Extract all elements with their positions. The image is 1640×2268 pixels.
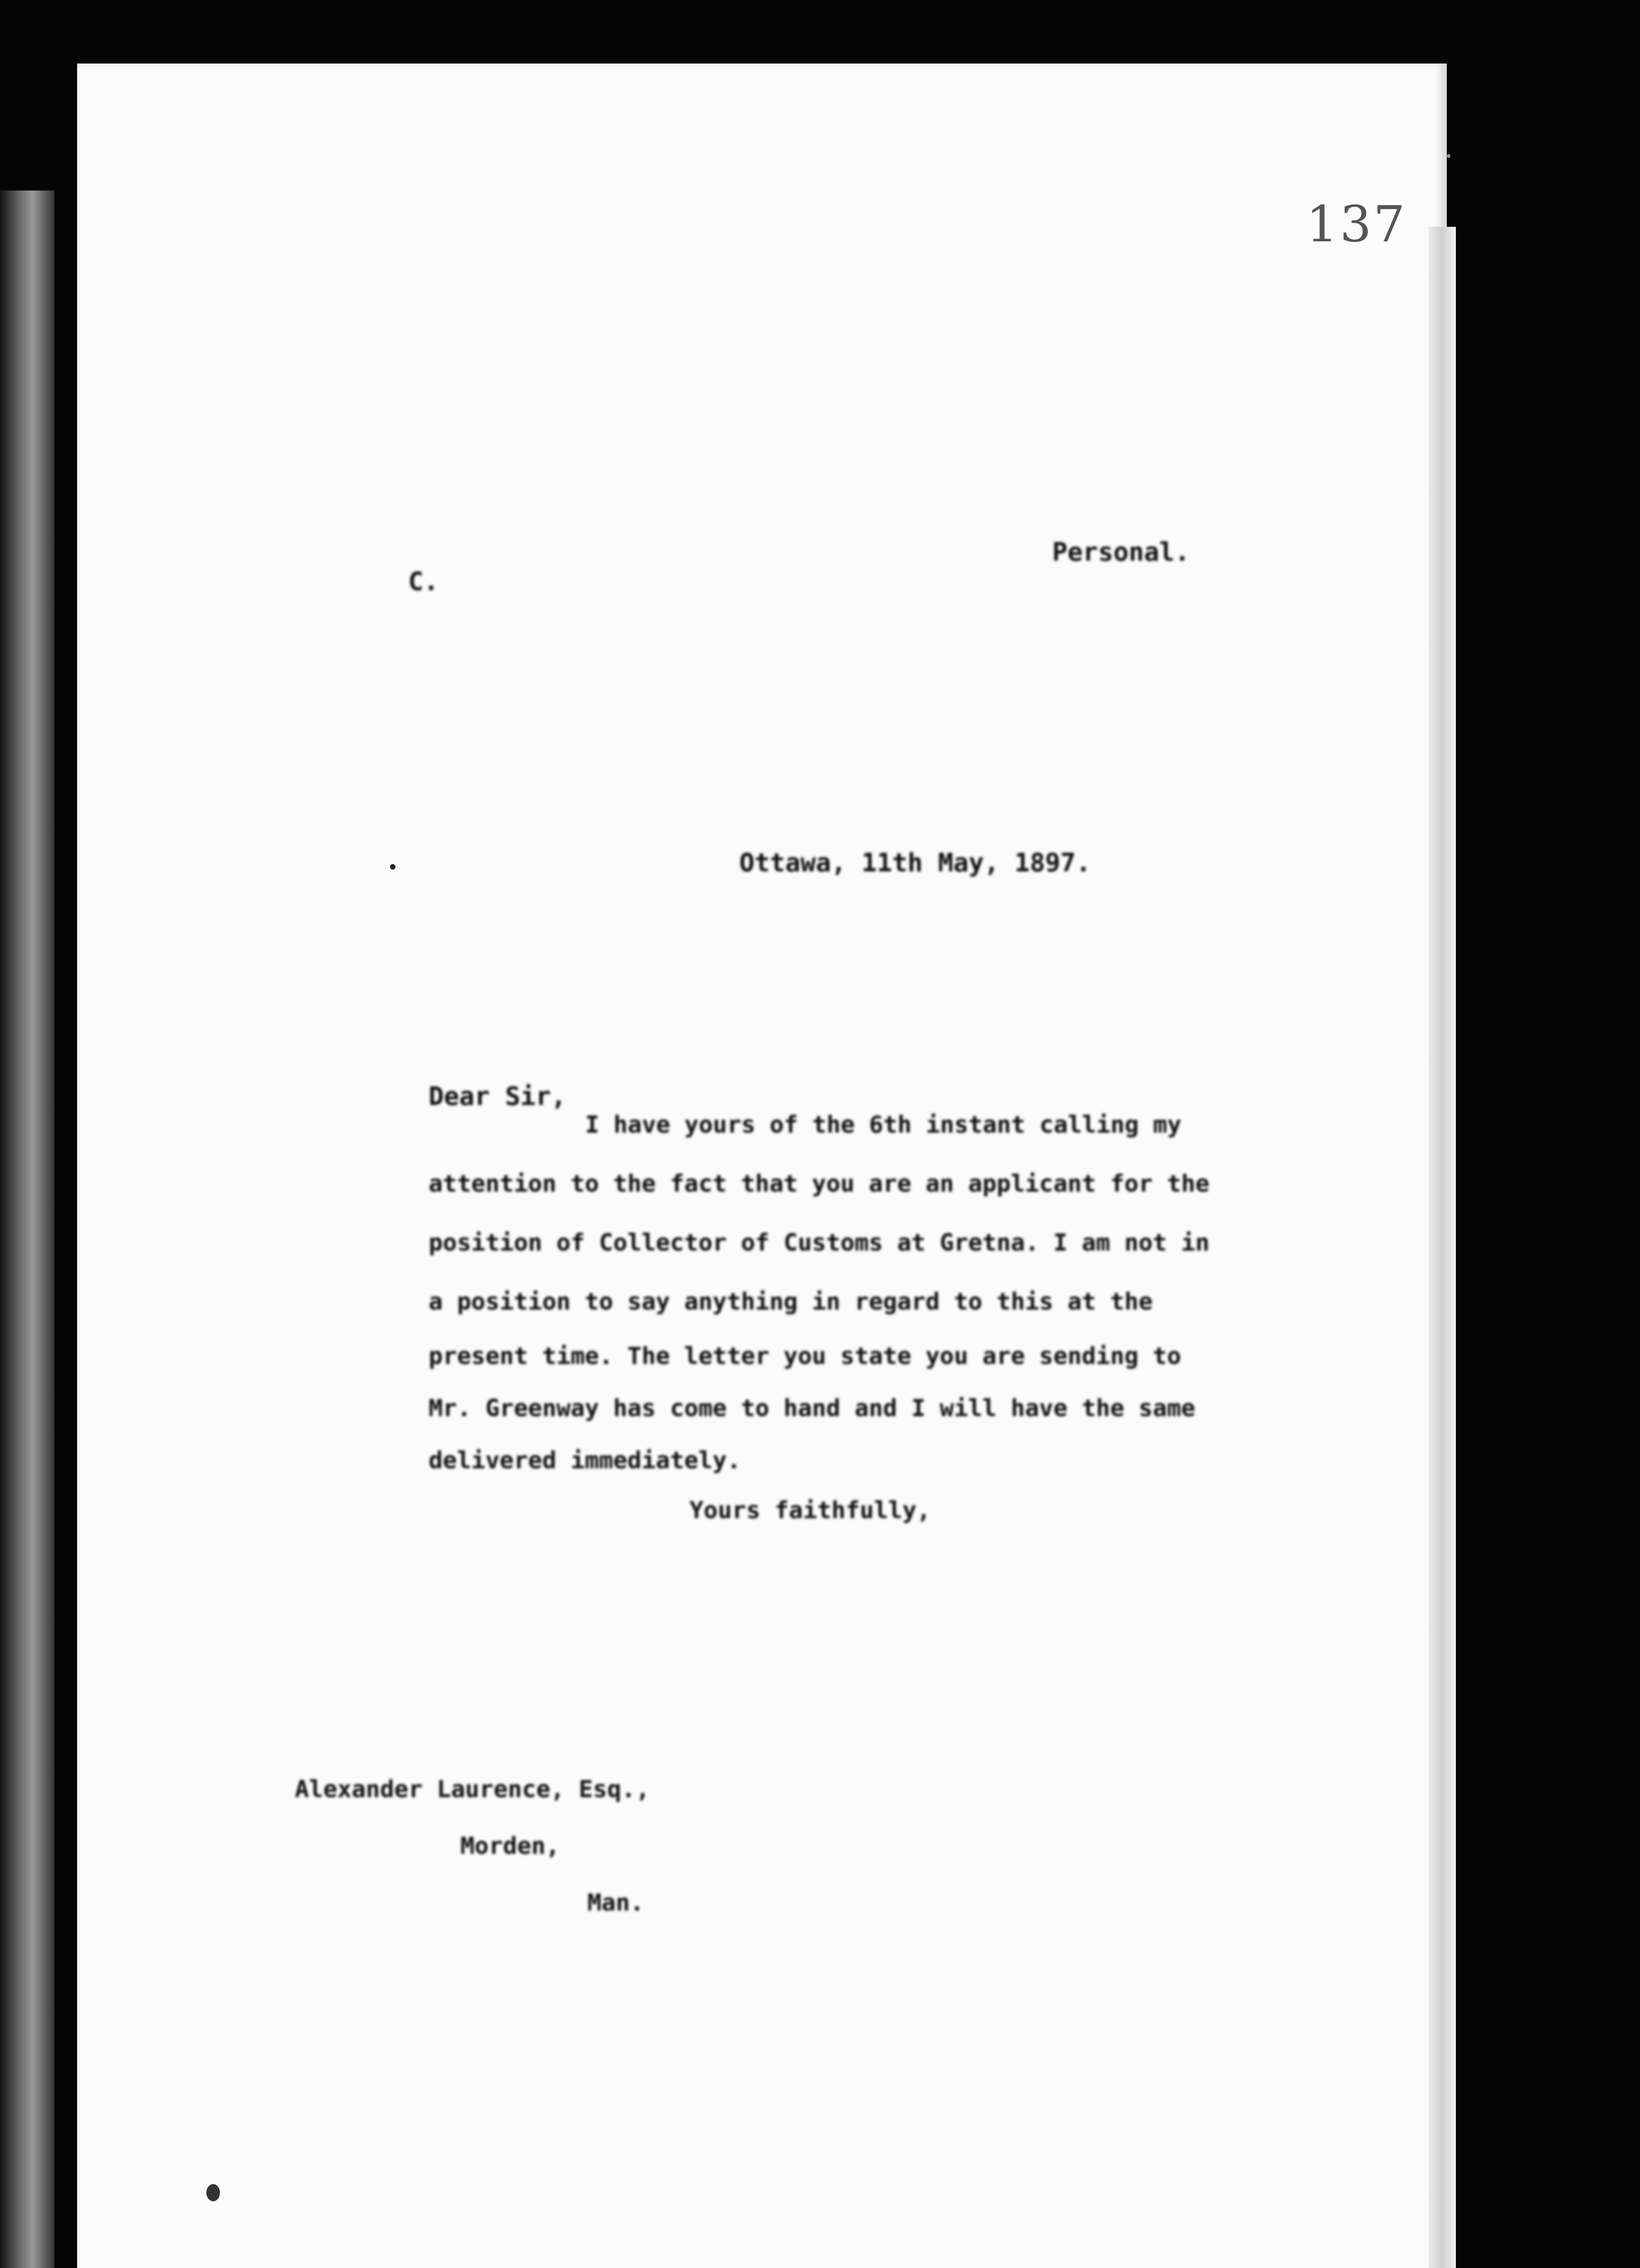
body-line: I have yours of the 6th instant calling my [585, 1111, 1181, 1139]
annotation-left: C. [408, 567, 439, 596]
body-line: a position to say anything in regard to this at the [429, 1288, 1153, 1315]
page-edge [1429, 227, 1456, 2268]
speck [206, 2184, 220, 2201]
dateline: Ottawa, 11th May, 1897. [739, 848, 1091, 878]
speck [1447, 154, 1450, 158]
body-line: delivered immediately. [429, 1447, 741, 1474]
letter-page [77, 64, 1447, 2268]
body-line: attention to the fact that you are an applicant for the [429, 1170, 1210, 1198]
body-line: present time. The letter you state you are sending to [429, 1343, 1181, 1370]
speck [390, 864, 395, 870]
film-edge-strip [0, 191, 54, 2268]
salutation: Dear Sir, [429, 1082, 566, 1111]
personal-marking: Personal. [1052, 538, 1190, 567]
body-line: Mr. Greenway has come to hand and I will have the same [429, 1395, 1196, 1422]
recipient-province: Man. [587, 1889, 644, 1916]
body-line: position of Collector of Customs at Gretna. I am not in [429, 1229, 1210, 1256]
page-number: 137 [1306, 195, 1407, 253]
recipient-name: Alexander Laurence, Esq., [295, 1776, 650, 1803]
closing: Yours faithfully, [689, 1497, 931, 1524]
recipient-town: Morden, [460, 1833, 560, 1860]
